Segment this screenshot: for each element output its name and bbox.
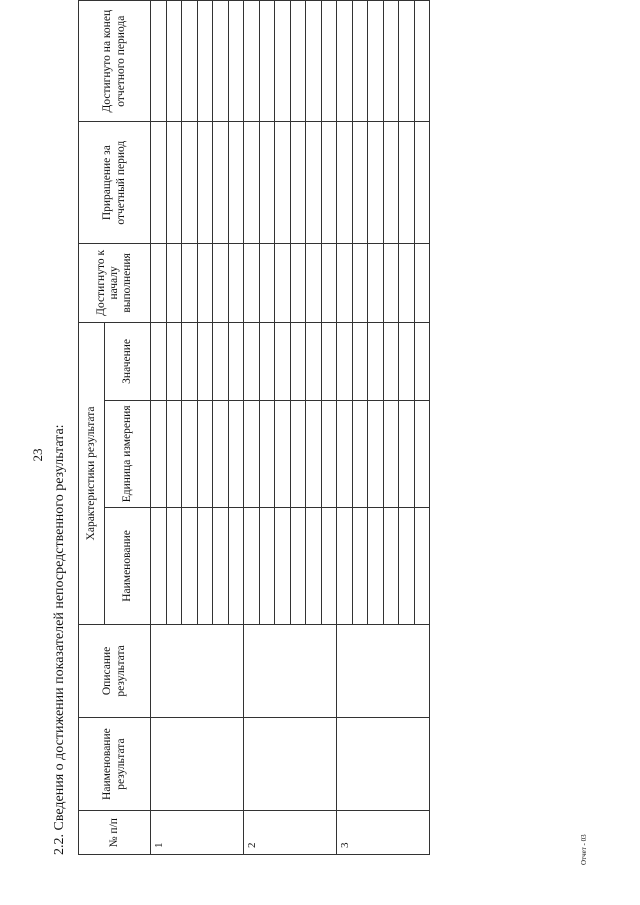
table-cell [368, 322, 384, 400]
table-cell [399, 122, 415, 244]
table-cell [352, 122, 368, 244]
table-cell [151, 507, 167, 624]
table-cell [259, 400, 275, 507]
table-cell [151, 1, 167, 122]
table-cell [383, 507, 399, 624]
table-cell [197, 507, 213, 624]
table-cell [337, 122, 353, 244]
table-cell [399, 243, 415, 322]
results-table [78, 0, 430, 855]
table-cell [321, 400, 337, 507]
table-cell [228, 1, 244, 122]
footer-code: Отчет - 03 [580, 834, 588, 865]
table-cell [244, 322, 260, 400]
page-number: 23 [30, 448, 45, 462]
table-cell [275, 243, 291, 322]
table-cell [290, 1, 306, 122]
table-cell [166, 122, 182, 244]
table-cell [166, 322, 182, 400]
table-cell [259, 507, 275, 624]
table-cell [213, 243, 229, 322]
table-cell [182, 400, 198, 507]
table-cell [275, 507, 291, 624]
table-cell [352, 400, 368, 507]
table-cell [383, 1, 399, 122]
table-cell [275, 322, 291, 400]
table-cell [259, 122, 275, 244]
result-description-cell [244, 625, 337, 718]
table-cell [337, 322, 353, 400]
table-cell [166, 1, 182, 122]
table-cell [182, 243, 198, 322]
table-cell [213, 400, 229, 507]
table-cell [166, 507, 182, 624]
result-description-cell [337, 625, 430, 718]
row-number-cell [337, 811, 430, 855]
table-cell [228, 243, 244, 322]
table-cell [414, 1, 430, 122]
table-cell [151, 400, 167, 507]
table-cell [197, 243, 213, 322]
table-cell [399, 322, 415, 400]
table-cell [306, 400, 322, 507]
table-cell [228, 507, 244, 624]
table-cell [244, 243, 260, 322]
table-cell [213, 122, 229, 244]
result-name-cell [337, 717, 430, 811]
result-name-cell [244, 717, 337, 811]
row-number: 2 [246, 842, 258, 848]
table-cell [151, 243, 167, 322]
table-cell [337, 1, 353, 122]
table-cell [414, 243, 430, 322]
header-result-name: Наименование результата [79, 717, 151, 811]
section-title: 2.2. Сведения о достижении показателей непосредственного результата: [52, 424, 67, 855]
table-cell [182, 122, 198, 244]
table-cell [244, 122, 260, 244]
row-number-cell [244, 811, 337, 855]
table-cell [290, 243, 306, 322]
table-cell [228, 122, 244, 244]
table-cell [197, 1, 213, 122]
table-cell [306, 243, 322, 322]
table-cell [414, 400, 430, 507]
table-cell [213, 1, 229, 122]
table-cell [290, 400, 306, 507]
table-cell [337, 507, 353, 624]
table-cell [182, 1, 198, 122]
table-cell [228, 400, 244, 507]
row-number: 3 [339, 842, 351, 848]
table-cell [166, 400, 182, 507]
table-cell [321, 1, 337, 122]
table-cell [244, 507, 260, 624]
table-cell [259, 322, 275, 400]
table-cell [182, 507, 198, 624]
header-num: № п/п [79, 811, 151, 855]
table-cell [259, 243, 275, 322]
header-char-unit: Единица измерения [105, 400, 151, 507]
table-cell [151, 322, 167, 400]
table-cell [197, 400, 213, 507]
table-cell [352, 507, 368, 624]
table-cell [337, 400, 353, 507]
table-cell [244, 400, 260, 507]
table-cell [321, 243, 337, 322]
row-number-cell [151, 811, 244, 855]
table-cell [321, 322, 337, 400]
table-cell [197, 122, 213, 244]
table-cell [321, 507, 337, 624]
header-characteristics: Характеристики результата [79, 322, 105, 624]
table-cell [275, 400, 291, 507]
table-cell [383, 122, 399, 244]
table-cell [306, 507, 322, 624]
table-cell [383, 243, 399, 322]
table-cell [368, 507, 384, 624]
table-cell [228, 322, 244, 400]
header-increment: Приращение за отчетный период [79, 122, 151, 244]
header-reached-start: Достигнуто к началу выполнения [79, 243, 151, 322]
header-char-value: Значение [105, 322, 151, 400]
table-cell [306, 122, 322, 244]
header-char-name: Наименование [105, 507, 151, 624]
table-cell [368, 1, 384, 122]
table-cell [383, 322, 399, 400]
table-cell [275, 1, 291, 122]
table-cell [306, 1, 322, 122]
table-cell [368, 122, 384, 244]
table-cell [352, 1, 368, 122]
table-cell [383, 400, 399, 507]
table-cell [197, 322, 213, 400]
table-cell [352, 243, 368, 322]
table-cell [368, 243, 384, 322]
table-cell [166, 243, 182, 322]
table-cell [306, 322, 322, 400]
table-cell [352, 322, 368, 400]
table-cell [414, 122, 430, 244]
table-cell [259, 1, 275, 122]
table-cell [290, 122, 306, 244]
table-cell [399, 507, 415, 624]
header-reached-end: Достигнуто на конец отчетного периода [79, 1, 151, 122]
row-number: 1 [153, 842, 165, 848]
table-cell [290, 507, 306, 624]
table-cell [213, 322, 229, 400]
table-cell [414, 507, 430, 624]
table-cell [213, 507, 229, 624]
table-cell [182, 322, 198, 400]
result-name-cell [151, 717, 244, 811]
table-cell [290, 322, 306, 400]
table-cell [399, 1, 415, 122]
table-cell [399, 400, 415, 507]
table-cell [321, 122, 337, 244]
table-cell [275, 122, 291, 244]
table-cell [244, 1, 260, 122]
result-description-cell [151, 625, 244, 718]
table-cell [151, 122, 167, 244]
header-result-description: Описание результата [79, 625, 151, 718]
table-cell [414, 322, 430, 400]
table-cell [337, 243, 353, 322]
table-cell [368, 400, 384, 507]
